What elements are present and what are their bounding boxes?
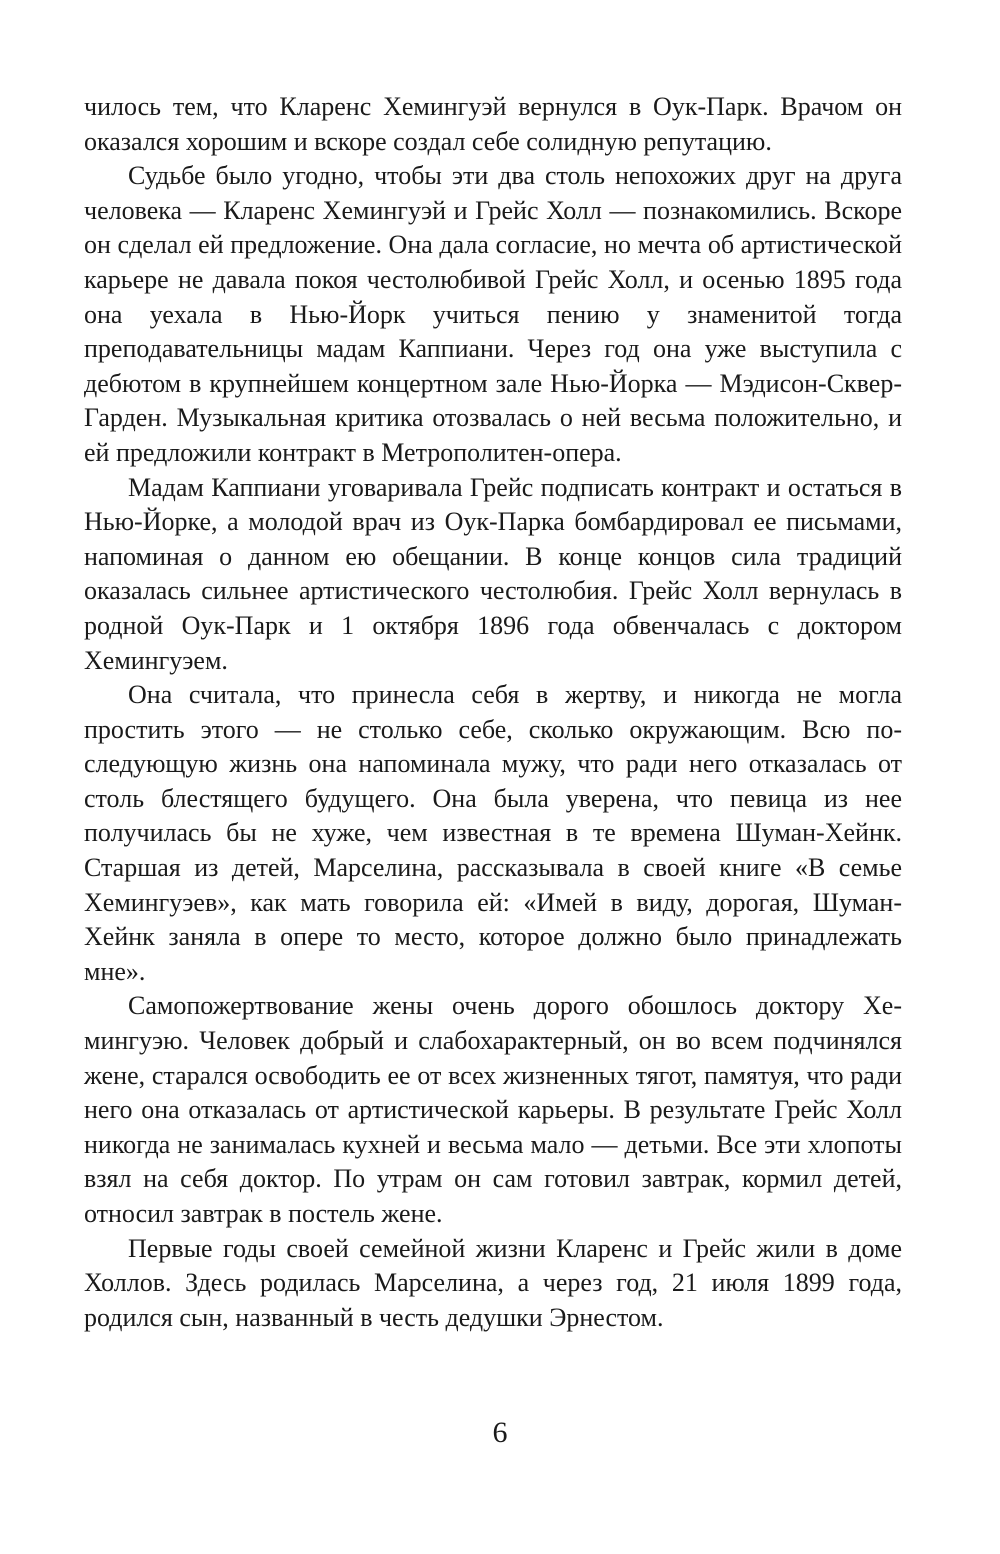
- paragraph-3: Мадам Каппиани уговаривала Грейс подписать контракт и остаться в Нью-Йорке, а молодой врач из Оук-Парка бомбардировал ее письмами, напоминая о данном ею обещании. В конце концов сила традиций оказалась сильнее артистического честолюбия. Грейс Холл вернулась в родной Оук-Парк и 1 октября 1896 года обвенчалась с доктором Хемингуэем.: [84, 472, 902, 675]
- paragraph-1: чилось тем, что Кларенс Хемингуэй вернулся в Оук-Парк. Врачом он оказался хорошим и вскоре создал себе солидную репутацию.: [84, 92, 902, 156]
- paragraph-2: Судьбе было угодно, чтобы эти два столь непохожих друг на друга человека — Кларенс Хемингуэй и Грейс Холл — познакомились. Вскоре он сделал ей предложение. Она дала согласие, но мечта об артистической карьере не давала покоя честолюбивой Грейс Холл, и осенью 1895 года она уехала в Нью-Йорк учиться пению у знаменитой тогда преподавательницы мадам Каппиани. Через год она уже выступила с дебютом в крупнейшем концертном зале Нью-Йорка — Мэдисон-Сквер-Гарден. Музыкальная критика отозвалась о ней весьма положительно, и ей предложили контракт в Метрополитен-опера.: [84, 161, 902, 467]
- page-body: [84, 90, 902, 1335]
- page-number: 6: [492, 1416, 508, 1449]
- paragraph-5: Самопожертвование жены очень дорого обошлось доктору Хемингуэю. Человек добрый и слабохарактерный, он во всем подчинялся жене, старался освободить ее от всех жизненных тягот, памятуя, что ради него она отказалась от артистической карьеры. В результате Грейс Холл никогда не занималась кухней и весьма мало — детьми. Все эти хлопоты взял на себя доктор. По утрам он сам готовил завтрак, кормил детей, относил завтрак в постель жене.: [84, 991, 902, 1228]
- paragraph-6: Первые годы своей семейной жизни Кларенс и Грейс жили в доме Холлов. Здесь родилась Марселина, а через год, 21 июля 1899 года, родился сын, названный в честь дедушки Эрнестом.: [84, 1233, 902, 1332]
- paragraph-4: Она считала, что принесла себя в жертву, и никогда не могла простить этого — не столько себе, сколько окружающим. Всю последующую жизнь она напоминала мужу, что ради него отказалась от столь блестящего будущего. Она была уверена, что певица из нее получилась бы не хуже, чем известная в те времена Шуман-Хейнк. Старшая из детей, Марселина, рассказывала в своей книге «В семье Хемингуэев», как мать говорила ей: «Имей в виду, дорогая, Шуман-Хейнк заняла в опере то место, которое должно было принадлежать мне».: [84, 680, 902, 986]
